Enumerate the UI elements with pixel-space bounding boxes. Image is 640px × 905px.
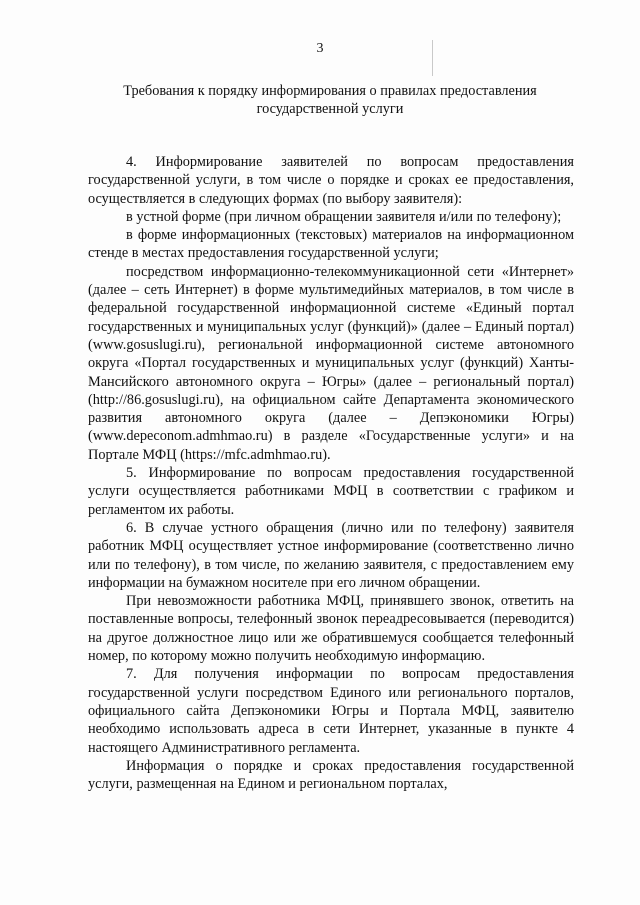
paragraph-internet-form: посредством информационно-телекоммуникационной сети «Интернет» (далее – сеть Интернет) в форме мультимедийных материалов, в том числе в федеральной государственной информационной системе «Единый портал государственных и муниципальных услуг (функций)» (далее – Единый портал) (www.gosuslugi.ru), региональной информационной системе автономного округа «Портал государственных и муниципальных услуг (функций) Ханты-Мансийского автономного округа – Югры» (далее – региональный портал) (http://86.gosuslugi.ru), на официальном сайте Департамента экономического развития автономного округа (далее – Депэкономики Югры) (www.depeconom.admhmao.ru) в разделе «Государственные услуги» и на Портале МФЦ (https://mfc.admhmao.ru). xyxy=(88,263,574,463)
paragraph-5: 5. Информирование по вопросам предоставления государственной услуги осуществляется работниками МФЦ в соответствии с графиком и регламентом их работы. xyxy=(88,465,574,518)
paragraph-call-redirect: При невозможности работника МФЦ, принявшего звонок, ответить на поставленные вопросы, телефонный звонок переадресовывается (переводится) на другое должностное лицо или же обратившемуся сообщается телефонный номер, по которому можно получить необходимую информацию. xyxy=(88,593,574,665)
paragraph-6: 6. В случае устного обращения (лично или по телефону) заявителя работник МФЦ осуществляет устное информирование (соответственно лично или по телефону), в том числе, по желанию заявителя, с предоставлением ему информации на бумажном носителе при его личном обращении. xyxy=(88,519,574,591)
section-heading: Требования к порядку информирования о правилах предоставления государственной услуги xyxy=(123,83,537,117)
page-number: 3 xyxy=(316,41,324,56)
paragraph-info-portals: Информация о порядке и сроках предоставления государственной услуги, размещенная на Едином и региональном порталах, xyxy=(88,757,574,793)
paragraph-4: 4. Информирование заявителей по вопросам предоставления государственной услуги, в том числе о порядке и сроках ее предоставления, осуществляется в следующих формах (по выбору заявителя): xyxy=(88,154,574,207)
paragraph-7: 7. Для получения информации по вопросам предоставления государственной услуги посредством Единого или регионального порталов, официального сайта Депэкономики Югры и Портала МФЦ, заявителю необходимо использовать адреса в сети Интернет, указанные в пункте 4 настоящего Административного регламента. xyxy=(88,666,574,756)
document-body xyxy=(88,153,574,793)
paragraph-stand-form: в форме информационных (текстовых) материалов на информационном стенде в местах предоставления государственной услуги; xyxy=(88,227,574,262)
paragraph-oral-form: в устной форме (при личном обращении заявителя и/или по телефону); xyxy=(126,208,562,225)
